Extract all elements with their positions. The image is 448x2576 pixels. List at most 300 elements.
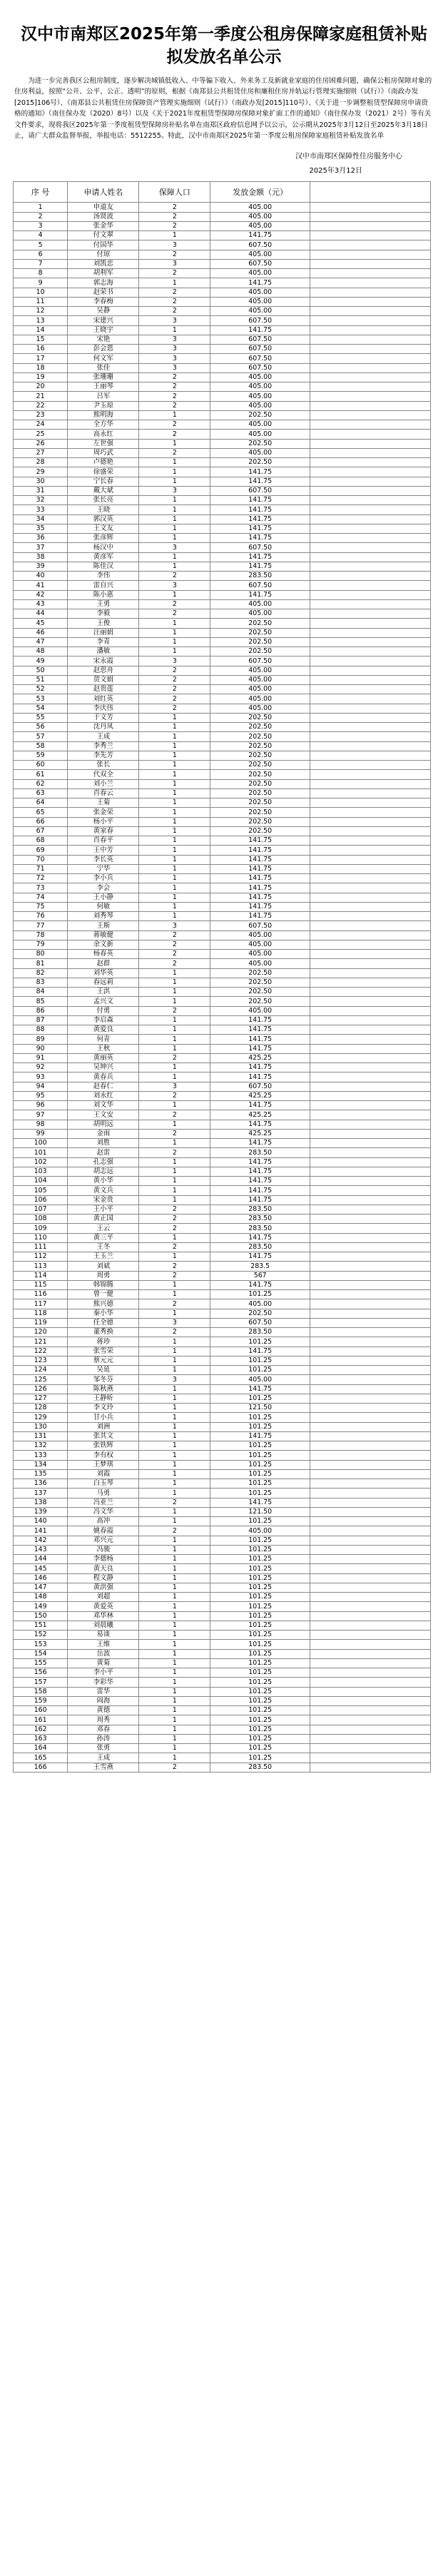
cell-name: 李彩华 xyxy=(68,1678,139,1687)
cell-index: 41 xyxy=(14,581,68,590)
cell-count: 1 xyxy=(139,761,210,770)
cell-index: 71 xyxy=(14,864,68,873)
table-row xyxy=(14,448,431,457)
table-row xyxy=(14,562,431,571)
cell-index: 8 xyxy=(14,269,68,278)
cell-blank xyxy=(310,477,431,486)
cell-name: 李小平 xyxy=(68,1668,139,1678)
table-row xyxy=(14,1063,431,1073)
cell-index: 47 xyxy=(14,637,68,646)
cell-blank xyxy=(310,1649,431,1658)
cell-amount: 283.5 xyxy=(210,1262,310,1271)
table-row xyxy=(14,1517,431,1526)
cell-count: 1 xyxy=(139,1451,210,1460)
table-row xyxy=(14,1015,431,1025)
cell-amount: 607.50 xyxy=(210,354,310,363)
cell-blank xyxy=(310,902,431,911)
cell-amount: 202.50 xyxy=(210,713,310,722)
cell-blank xyxy=(310,1469,431,1479)
cell-index: 128 xyxy=(14,1404,68,1413)
cell-name: 胡明远 xyxy=(68,1120,139,1129)
cell-name: 郭汉英 xyxy=(68,514,139,524)
cell-index: 105 xyxy=(14,1186,68,1195)
cell-count: 1 xyxy=(139,874,210,883)
table-row xyxy=(14,221,431,230)
cell-count: 2 xyxy=(139,401,210,410)
cell-count: 1 xyxy=(139,770,210,779)
cell-name: 王中芳 xyxy=(68,846,139,855)
cell-amount: 141.75 xyxy=(210,496,310,505)
cell-amount: 141.75 xyxy=(210,1139,310,1148)
cell-name: 何文军 xyxy=(68,354,139,363)
table-row xyxy=(14,1404,431,1413)
cell-index: 23 xyxy=(14,410,68,420)
cell-blank xyxy=(310,1696,431,1705)
cell-index: 37 xyxy=(14,543,68,552)
cell-blank xyxy=(310,316,431,325)
cell-blank xyxy=(310,1384,431,1394)
cell-amount: 101.25 xyxy=(210,1356,310,1365)
table-row xyxy=(14,1469,431,1479)
cell-index: 32 xyxy=(14,496,68,505)
cell-name: 刘超 xyxy=(68,1593,139,1602)
cell-index: 60 xyxy=(14,761,68,770)
cell-name: 杨春英 xyxy=(68,950,139,959)
table-row xyxy=(14,524,431,533)
cell-amount: 101.25 xyxy=(210,1583,310,1592)
cell-amount: 141.75 xyxy=(210,912,310,921)
table-row xyxy=(14,203,431,212)
table-row xyxy=(14,1139,431,1148)
cell-index: 133 xyxy=(14,1451,68,1460)
cell-blank xyxy=(310,1309,431,1318)
table-row xyxy=(14,401,431,410)
cell-count: 1 xyxy=(139,836,210,846)
cell-name: 刘秀琴 xyxy=(68,912,139,921)
cell-name: 王雪燕 xyxy=(68,1763,139,1772)
cell-name: 刘小兰 xyxy=(68,779,139,788)
cell-blank xyxy=(310,826,431,836)
table-row xyxy=(14,930,431,940)
cell-index: 24 xyxy=(14,420,68,430)
cell-count: 2 xyxy=(139,599,210,609)
cell-name: 宋金贵 xyxy=(68,1195,139,1205)
cell-blank xyxy=(310,392,431,401)
cell-amount: 405.00 xyxy=(210,372,310,382)
cell-name: 付文翠 xyxy=(68,231,139,240)
cell-index: 25 xyxy=(14,430,68,439)
cell-index: 45 xyxy=(14,619,68,628)
cell-blank xyxy=(310,1328,431,1337)
cell-name: 黄爱良 xyxy=(68,1025,139,1035)
cell-name: 王勇 xyxy=(68,599,139,609)
cell-name: 黄春兵 xyxy=(68,1073,139,1082)
cell-index: 116 xyxy=(14,1290,68,1299)
cell-amount: 405.00 xyxy=(210,307,310,316)
cell-amount: 202.50 xyxy=(210,978,310,987)
cell-blank xyxy=(310,1262,431,1271)
cell-amount: 607.50 xyxy=(210,259,310,268)
cell-blank xyxy=(310,1129,431,1138)
cell-blank xyxy=(310,278,431,288)
cell-name: 姚春霞 xyxy=(68,1526,139,1536)
table-row xyxy=(14,619,431,628)
cell-name: 刘洲 xyxy=(68,1422,139,1431)
cell-name: 李庆伟 xyxy=(68,704,139,713)
cell-name: 李长英 xyxy=(68,855,139,864)
cell-amount: 405.00 xyxy=(210,930,310,940)
cell-name: 王成 xyxy=(68,1753,139,1763)
table-row xyxy=(14,637,431,646)
cell-amount: 141.75 xyxy=(210,562,310,571)
cell-count: 1 xyxy=(139,1725,210,1734)
cell-blank xyxy=(310,420,431,430)
cell-count: 1 xyxy=(139,1555,210,1564)
cell-name: 黄德 xyxy=(68,1706,139,1715)
table-row xyxy=(14,514,431,524)
table-row xyxy=(14,1375,431,1384)
cell-index: 166 xyxy=(14,1763,68,1772)
table-row xyxy=(14,1753,431,1763)
cell-index: 36 xyxy=(14,534,68,543)
cell-blank xyxy=(310,439,431,448)
cell-index: 114 xyxy=(14,1271,68,1280)
cell-index: 111 xyxy=(14,1242,68,1252)
cell-blank xyxy=(310,628,431,637)
cell-index: 100 xyxy=(14,1139,68,1148)
cell-amount: 425.25 xyxy=(210,1053,310,1063)
cell-blank xyxy=(310,288,431,297)
cell-index: 44 xyxy=(14,609,68,619)
cell-count: 1 xyxy=(139,968,210,978)
cell-count: 1 xyxy=(139,505,210,514)
cell-amount: 101.25 xyxy=(210,1678,310,1687)
cell-count: 2 xyxy=(139,1271,210,1280)
cell-count: 1 xyxy=(139,1460,210,1469)
cell-name: 王晓宇 xyxy=(68,325,139,335)
cell-amount: 101.25 xyxy=(210,1611,310,1621)
cell-count: 2 xyxy=(139,1091,210,1100)
cell-amount: 141.75 xyxy=(210,477,310,486)
cell-amount: 141.75 xyxy=(210,325,310,335)
cell-amount: 141.75 xyxy=(210,524,310,533)
cell-count: 3 xyxy=(139,921,210,930)
cell-amount: 141.75 xyxy=(210,1035,310,1044)
table-row xyxy=(14,1290,431,1299)
cell-count: 2 xyxy=(139,430,210,439)
cell-count: 1 xyxy=(139,713,210,722)
table-row xyxy=(14,713,431,722)
cell-blank xyxy=(310,883,431,893)
cell-blank xyxy=(310,1573,431,1583)
cell-count: 2 xyxy=(139,1110,210,1120)
table-row xyxy=(14,1631,431,1640)
cell-blank xyxy=(310,921,431,930)
cell-blank xyxy=(310,496,431,505)
cell-count: 2 xyxy=(139,1262,210,1271)
cell-index: 104 xyxy=(14,1177,68,1186)
cell-name: 董秀换 xyxy=(68,1328,139,1337)
cell-index: 110 xyxy=(14,1233,68,1242)
cell-count: 3 xyxy=(139,335,210,344)
cell-blank xyxy=(310,410,431,420)
cell-amount: 141.75 xyxy=(210,1177,310,1186)
cell-index: 34 xyxy=(14,514,68,524)
cell-index: 17 xyxy=(14,354,68,363)
cell-index: 162 xyxy=(14,1725,68,1734)
cell-name: 刘永红 xyxy=(68,1091,139,1100)
table-row xyxy=(14,1120,431,1129)
cell-name: 王丽琴 xyxy=(68,382,139,392)
cell-index: 115 xyxy=(14,1280,68,1289)
cell-blank xyxy=(310,1413,431,1422)
cell-index: 120 xyxy=(14,1328,68,1337)
cell-name: 黄天良 xyxy=(68,1564,139,1573)
cell-index: 85 xyxy=(14,997,68,1006)
cell-name: 李毅 xyxy=(68,609,139,619)
table-row xyxy=(14,1224,431,1233)
cell-count: 1 xyxy=(139,1734,210,1743)
table-row xyxy=(14,1422,431,1431)
cell-blank xyxy=(310,1167,431,1176)
table-row xyxy=(14,250,431,259)
cell-name: 李德杨 xyxy=(68,1555,139,1564)
cell-amount: 425.25 xyxy=(210,1091,310,1100)
cell-amount: 607.50 xyxy=(210,240,310,250)
cell-blank xyxy=(310,1583,431,1592)
table-row xyxy=(14,741,431,751)
cell-count: 2 xyxy=(139,572,210,581)
cell-amount: 141.75 xyxy=(210,1044,310,1053)
table-row xyxy=(14,1489,431,1498)
cell-count: 1 xyxy=(139,1073,210,1082)
cell-blank xyxy=(310,599,431,609)
cell-amount: 101.25 xyxy=(210,1413,310,1422)
cell-index: 62 xyxy=(14,779,68,788)
cell-index: 74 xyxy=(14,893,68,902)
cell-count: 1 xyxy=(139,893,210,902)
col-header-name: 申请人姓名 xyxy=(68,182,139,203)
cell-name: 周巧武 xyxy=(68,448,139,457)
table-row xyxy=(14,1157,431,1167)
cell-amount: 101.25 xyxy=(210,1687,310,1696)
table-row xyxy=(14,581,431,590)
table-row xyxy=(14,770,431,779)
cell-amount: 101.25 xyxy=(210,1536,310,1545)
table-row xyxy=(14,590,431,599)
cell-blank xyxy=(310,1631,431,1640)
subsidy-table xyxy=(13,181,431,1773)
cell-index: 14 xyxy=(14,325,68,335)
cell-amount: 141.75 xyxy=(210,552,310,562)
cell-name: 冯亚兰 xyxy=(68,1498,139,1507)
cell-index: 70 xyxy=(14,855,68,864)
table-row xyxy=(14,1356,431,1365)
cell-index: 49 xyxy=(14,656,68,666)
cell-amount: 101.25 xyxy=(210,1489,310,1498)
cell-count: 1 xyxy=(139,1441,210,1451)
cell-amount: 607.50 xyxy=(210,921,310,930)
cell-count: 1 xyxy=(139,1611,210,1621)
cell-amount: 607.50 xyxy=(210,316,310,325)
cell-count: 2 xyxy=(139,250,210,259)
cell-index: 150 xyxy=(14,1611,68,1621)
cell-blank xyxy=(310,250,431,259)
table-row xyxy=(14,1394,431,1403)
table-row xyxy=(14,1479,431,1489)
table-row xyxy=(14,1715,431,1725)
cell-blank xyxy=(310,1035,431,1044)
cell-count: 1 xyxy=(139,1744,210,1753)
cell-amount: 141.75 xyxy=(210,846,310,855)
cell-count: 2 xyxy=(139,1215,210,1224)
cell-name: 秦小华 xyxy=(68,1309,139,1318)
cell-blank xyxy=(310,694,431,704)
cell-blank xyxy=(310,354,431,363)
cell-index: 59 xyxy=(14,751,68,760)
cell-amount: 405.00 xyxy=(210,250,310,259)
table-row xyxy=(14,1271,431,1280)
cell-name: 张珊珊 xyxy=(68,372,139,382)
cell-count: 1 xyxy=(139,808,210,817)
cell-name: 刘凯忠 xyxy=(68,259,139,268)
cell-amount: 405.00 xyxy=(210,392,310,401)
cell-count: 1 xyxy=(139,1422,210,1431)
cell-blank xyxy=(310,1489,431,1498)
cell-blank xyxy=(310,1082,431,1091)
cell-amount: 202.50 xyxy=(210,808,310,817)
table-row xyxy=(14,1668,431,1678)
cell-count: 1 xyxy=(139,826,210,836)
cell-name: 程文静 xyxy=(68,1573,139,1583)
cell-amount: 202.50 xyxy=(210,410,310,420)
cell-blank xyxy=(310,534,431,543)
cell-name: 黄丽英 xyxy=(68,1053,139,1063)
cell-index: 153 xyxy=(14,1640,68,1649)
cell-blank xyxy=(310,988,431,997)
cell-name: 黄正国 xyxy=(68,1215,139,1224)
cell-count: 3 xyxy=(139,240,210,250)
col-header-count: 保障人口 xyxy=(139,182,210,203)
cell-name: 付国华 xyxy=(68,240,139,250)
cell-index: 21 xyxy=(14,392,68,401)
cell-name: 王俊 xyxy=(68,619,139,628)
cell-amount: 202.50 xyxy=(210,779,310,788)
cell-name: 王洪 xyxy=(68,988,139,997)
cell-index: 159 xyxy=(14,1696,68,1705)
cell-blank xyxy=(310,1177,431,1186)
cell-blank xyxy=(310,1044,431,1053)
cell-blank xyxy=(310,779,431,788)
cell-blank xyxy=(310,269,431,278)
cell-amount: 405.00 xyxy=(210,382,310,392)
table-row xyxy=(14,1091,431,1100)
table-row xyxy=(14,1602,431,1611)
cell-name: 熊兴德 xyxy=(68,1299,139,1309)
cell-index: 96 xyxy=(14,1101,68,1110)
table-row xyxy=(14,1706,431,1715)
cell-count: 1 xyxy=(139,1469,210,1479)
cell-index: 20 xyxy=(14,382,68,392)
cell-blank xyxy=(310,1157,431,1167)
cell-blank xyxy=(310,1110,431,1120)
cell-name: 雷自兴 xyxy=(68,581,139,590)
cell-blank xyxy=(310,1536,431,1545)
cell-index: 80 xyxy=(14,950,68,959)
table-row xyxy=(14,1053,431,1063)
cell-index: 157 xyxy=(14,1678,68,1687)
cell-amount: 405.00 xyxy=(210,675,310,684)
cell-index: 87 xyxy=(14,1015,68,1025)
cell-name: 宁长春 xyxy=(68,477,139,486)
cell-blank xyxy=(310,978,431,987)
table-row xyxy=(14,846,431,855)
cell-amount: 405.00 xyxy=(210,297,310,306)
cell-index: 109 xyxy=(14,1224,68,1233)
cell-amount: 202.50 xyxy=(210,997,310,1006)
cell-index: 97 xyxy=(14,1110,68,1120)
cell-blank xyxy=(310,1658,431,1668)
cell-blank xyxy=(310,1668,431,1678)
cell-name: 高冲 xyxy=(68,1517,139,1526)
cell-index: 155 xyxy=(14,1658,68,1668)
cell-blank xyxy=(310,874,431,883)
cell-blank xyxy=(310,798,431,808)
cell-name: 孙涛 xyxy=(68,1734,139,1743)
cell-name: 王文友 xyxy=(68,524,139,533)
cell-index: 5 xyxy=(14,240,68,250)
table-row xyxy=(14,997,431,1006)
cell-name: 李青 xyxy=(68,637,139,646)
cell-index: 66 xyxy=(14,817,68,826)
cell-amount: 101.25 xyxy=(210,1640,310,1649)
cell-amount: 283.50 xyxy=(210,1205,310,1214)
cell-count: 1 xyxy=(139,1015,210,1025)
cell-blank xyxy=(310,1101,431,1110)
cell-blank xyxy=(310,1366,431,1375)
cell-count: 1 xyxy=(139,628,210,637)
cell-count: 1 xyxy=(139,1668,210,1678)
cell-name: 黄文兵 xyxy=(68,1186,139,1195)
cell-name: 刘霞 xyxy=(68,1469,139,1479)
cell-count: 2 xyxy=(139,959,210,968)
cell-count: 1 xyxy=(139,779,210,788)
cell-index: 50 xyxy=(14,666,68,675)
cell-index: 143 xyxy=(14,1545,68,1554)
cell-index: 103 xyxy=(14,1167,68,1176)
cell-amount: 607.50 xyxy=(210,581,310,590)
cell-amount: 141.75 xyxy=(210,467,310,477)
cell-amount: 141.75 xyxy=(210,231,310,240)
cell-blank xyxy=(310,486,431,495)
cell-count: 1 xyxy=(139,514,210,524)
cell-count: 1 xyxy=(139,1120,210,1129)
cell-blank xyxy=(310,203,431,212)
table-row xyxy=(14,1687,431,1696)
cell-name: 胡志远 xyxy=(68,1167,139,1176)
cell-index: 92 xyxy=(14,1063,68,1073)
cell-name: 李小兵 xyxy=(68,874,139,883)
cell-blank xyxy=(310,732,431,741)
cell-blank xyxy=(310,1763,431,1772)
cell-name: 王晓 xyxy=(68,505,139,514)
table-row xyxy=(14,893,431,902)
cell-amount: 101.25 xyxy=(210,1621,310,1630)
cell-name: 宋艳 xyxy=(68,335,139,344)
cell-amount: 141.75 xyxy=(210,893,310,902)
cell-amount: 141.75 xyxy=(210,1186,310,1195)
cell-count: 1 xyxy=(139,1347,210,1356)
